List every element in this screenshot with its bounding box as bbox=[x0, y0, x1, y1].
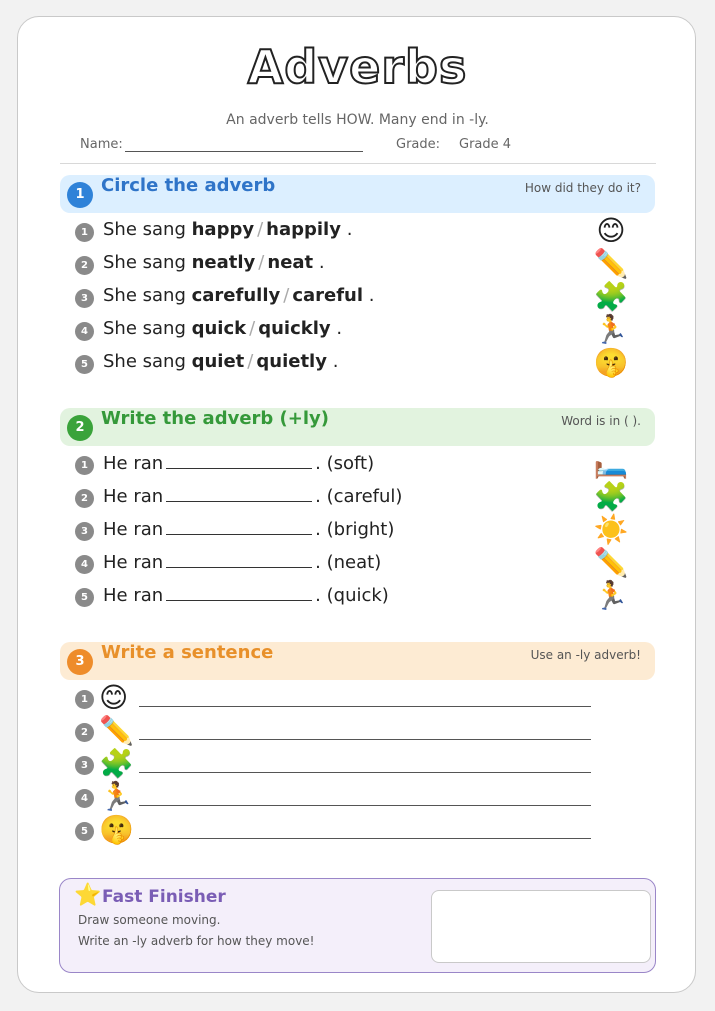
option-a[interactable]: neatly bbox=[191, 252, 256, 273]
option-a[interactable]: quick bbox=[191, 318, 247, 339]
sentence-item bbox=[75, 683, 635, 717]
picture-icon: 🏃 bbox=[593, 313, 629, 346]
section3-banner bbox=[60, 642, 655, 680]
item-sentence bbox=[103, 285, 375, 306]
item-number: 1 bbox=[75, 456, 94, 475]
page-subtitle: An adverb tells HOW. Many end in -ly. bbox=[226, 112, 489, 128]
grade-label: Grade: bbox=[396, 137, 441, 152]
sentence-end: . bbox=[368, 285, 375, 306]
write-item bbox=[75, 513, 635, 546]
circle-item bbox=[75, 313, 635, 346]
sentence-lead: She sang bbox=[103, 351, 186, 372]
item-number: 3 bbox=[75, 756, 94, 775]
item-number: 3 bbox=[75, 522, 94, 541]
header-divider bbox=[60, 163, 656, 164]
circle-item bbox=[75, 214, 635, 247]
sentence-lead: She sang bbox=[103, 252, 186, 273]
sentence-item bbox=[75, 815, 635, 849]
item-sentence bbox=[103, 485, 402, 507]
option-separator: / bbox=[247, 351, 254, 372]
picture-icon: ✏️ bbox=[593, 247, 629, 280]
grade-value: Grade 4 bbox=[459, 137, 512, 152]
sentence-item bbox=[75, 716, 635, 750]
item-sentence bbox=[103, 518, 394, 540]
root-word: . (quick) bbox=[315, 585, 389, 606]
option-separator: / bbox=[258, 252, 265, 273]
option-a[interactable]: quiet bbox=[191, 351, 245, 372]
sentence-end: . bbox=[332, 351, 339, 372]
fast-finisher-line2: Write an -ly adverb for how they move! bbox=[78, 934, 315, 948]
item-number: 4 bbox=[75, 322, 94, 341]
write-item bbox=[75, 546, 635, 579]
item-number: 5 bbox=[75, 355, 94, 374]
option-b[interactable]: quietly bbox=[256, 351, 327, 372]
picture-icon: 🧩 bbox=[593, 280, 629, 313]
section2-banner bbox=[60, 408, 655, 446]
picture-icon: 🤫 bbox=[593, 346, 629, 379]
section1-number: 1 bbox=[67, 182, 93, 208]
item-number: 5 bbox=[75, 822, 94, 841]
option-separator: / bbox=[249, 318, 256, 339]
item-sentence bbox=[103, 551, 381, 573]
section3-title: Write a sentence bbox=[101, 642, 274, 663]
item-number: 1 bbox=[75, 223, 94, 242]
section1-banner bbox=[60, 175, 655, 213]
write-item bbox=[75, 579, 635, 612]
name-label: Name: bbox=[80, 137, 123, 152]
picture-icon: 😊 bbox=[596, 214, 626, 247]
name-line[interactable] bbox=[125, 137, 363, 152]
answer-blank[interactable] bbox=[166, 452, 312, 469]
item-number: 3 bbox=[75, 289, 94, 308]
root-word: . (neat) bbox=[315, 552, 382, 573]
writing-line[interactable] bbox=[139, 838, 591, 839]
root-word: . (bright) bbox=[315, 519, 395, 540]
item-number: 1 bbox=[75, 690, 94, 709]
sentence-lead: He ran bbox=[103, 585, 164, 606]
write-item bbox=[75, 480, 635, 513]
writing-line[interactable] bbox=[139, 772, 591, 773]
answer-blank[interactable] bbox=[166, 518, 312, 535]
name-field[interactable] bbox=[80, 137, 363, 152]
item-sentence bbox=[103, 219, 352, 240]
answer-blank[interactable] bbox=[166, 584, 312, 601]
section1-title: Circle the adverb bbox=[101, 175, 276, 196]
option-a[interactable]: carefully bbox=[191, 285, 281, 306]
writing-line[interactable] bbox=[139, 805, 591, 806]
fast-finisher-box bbox=[59, 878, 656, 973]
item-number: 4 bbox=[75, 789, 94, 808]
picture-icon: 🧩 bbox=[593, 480, 629, 513]
answer-blank[interactable] bbox=[166, 485, 312, 502]
section2-number: 2 bbox=[67, 415, 93, 441]
sentence-lead: She sang bbox=[103, 285, 186, 306]
fast-finisher-line1: Draw someone moving. bbox=[78, 913, 221, 927]
item-number: 2 bbox=[75, 723, 94, 742]
root-word: . (soft) bbox=[315, 453, 375, 474]
sentence-lead: She sang bbox=[103, 219, 186, 240]
item-sentence bbox=[103, 252, 325, 273]
section3-hint: Use an -ly adverb! bbox=[530, 648, 641, 662]
sentence-lead: He ran bbox=[103, 486, 164, 507]
item-number: 2 bbox=[75, 489, 94, 508]
picture-icon: 🛏️ bbox=[593, 447, 629, 480]
item-sentence bbox=[103, 452, 374, 474]
sentence-end: . bbox=[318, 252, 325, 273]
option-b[interactable]: careful bbox=[292, 285, 364, 306]
picture-icon: 🏃 bbox=[593, 579, 629, 612]
item-sentence bbox=[103, 318, 342, 339]
sentence-end: . bbox=[336, 318, 343, 339]
fast-finisher-title: Fast Finisher bbox=[102, 887, 226, 907]
sentence-lead: He ran bbox=[103, 519, 164, 540]
circle-item bbox=[75, 346, 635, 379]
circle-item bbox=[75, 280, 635, 313]
picture-icon: ✏️ bbox=[99, 714, 134, 747]
answer-blank[interactable] bbox=[166, 551, 312, 568]
picture-icon: ☀️ bbox=[593, 513, 629, 546]
item-number: 4 bbox=[75, 555, 94, 574]
item-sentence bbox=[103, 584, 389, 606]
option-b[interactable]: neat bbox=[267, 252, 314, 273]
writing-line[interactable] bbox=[139, 706, 591, 707]
option-separator: / bbox=[257, 219, 264, 240]
picture-icon: ✏️ bbox=[593, 546, 629, 579]
writing-line[interactable] bbox=[139, 739, 591, 740]
option-separator: / bbox=[283, 285, 290, 306]
picture-icon: 🏃 bbox=[99, 780, 134, 813]
item-sentence bbox=[103, 351, 338, 372]
page-title: Adverbs bbox=[247, 40, 468, 94]
item-number: 2 bbox=[75, 256, 94, 275]
sentence-lead: He ran bbox=[103, 453, 164, 474]
section2-title: Write the adverb (+ly) bbox=[101, 408, 329, 429]
option-b[interactable]: happily bbox=[266, 219, 341, 240]
drawing-box[interactable] bbox=[431, 890, 651, 963]
option-a[interactable]: happy bbox=[191, 219, 255, 240]
picture-icon: 🧩 bbox=[99, 747, 134, 780]
sentence-end: . bbox=[346, 219, 353, 240]
sentence-item bbox=[75, 749, 635, 783]
write-item bbox=[75, 447, 635, 480]
sentence-lead: He ran bbox=[103, 552, 164, 573]
circle-item bbox=[75, 247, 635, 280]
section1-hint: How did they do it? bbox=[524, 181, 641, 195]
picture-icon: 🤫 bbox=[99, 813, 134, 846]
sentence-lead: She sang bbox=[103, 318, 186, 339]
option-b[interactable]: quickly bbox=[258, 318, 331, 339]
sentence-item bbox=[75, 782, 635, 816]
section3-number: 3 bbox=[67, 649, 93, 675]
root-word: . (careful) bbox=[315, 486, 403, 507]
picture-icon: 😊 bbox=[99, 681, 129, 714]
section2-hint: Word is in ( ). bbox=[561, 414, 641, 428]
star-icon: ⭐ bbox=[74, 883, 102, 908]
item-number: 5 bbox=[75, 588, 94, 607]
